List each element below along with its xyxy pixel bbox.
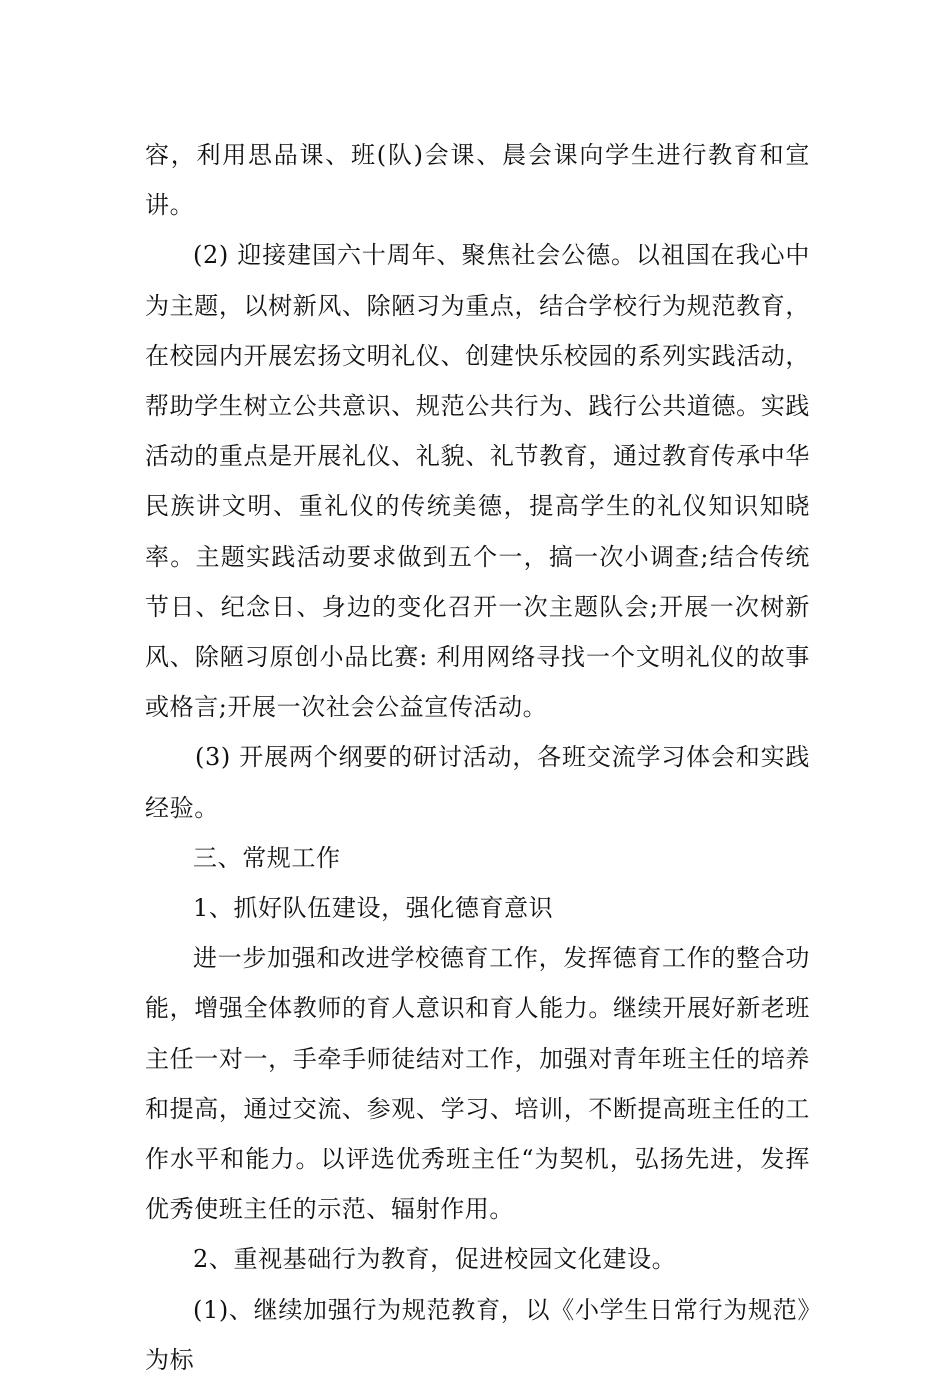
paragraph-item-2: (2) 迎接建国六十周年、聚焦社会公德。以祖国在我心中为主题，以树新风、除陋习为重点，结合学校行为规范教育，在校园内开展宏扬文明礼仪、创建快乐校园的系列实践活动，帮助学生树立公共意识、规范公共行为、践行公共道德。实践活动的重点是开展礼仪、礼貌、礼节教育，通过教育传承中华民族讲文明、重礼仪的传统美德，提高学生的礼仪知识知晓率。主题实践活动要求做到五个一，搞一次小调查;结合传统节日、纪念日、身边的变化召开一次主题队会;开展一次树新风、除陋习原创小品比赛: 利用网络寻找一个文明礼仪的故事或格言;开展一次社会公益宣传活动。 (145, 241, 810, 722)
subheading-behavior-education: 2、重视基础行为教育，促进校园文化建设。 (193, 1245, 677, 1274)
paragraph-team-building: 进一步加强和改进学校德育工作，发挥德育工作的整合功能，增强全体教师的育人意识和育人能力。继续开展好新老班主任一对一，手牵手师徒结对工作，加强对青年班主任的培养和提高，通过交流、参观、学习、培训，不断提高班主任的工作水平和能力。以评选优秀班主任“为契机，弘扬先进，发挥优秀使班主任的示范、辐射作用。 (145, 944, 810, 1224)
document-body (145, 130, 810, 1385)
subheading-team-building: 1、抓好队伍建设，强化德育意识 (193, 894, 554, 923)
section-heading-routine-work: 三、常规工作 (193, 843, 341, 872)
paragraph-continuation: 容，利用思品课、班(队)会课、晨会课向学生进行教育和宣讲。 (145, 141, 810, 220)
paragraph-behavior-norms: (1)、继续加强行为规范教育，以《小学生日常行为规范》为标 (145, 1295, 810, 1374)
paragraph-item-3: (3) 开展两个纲要的研讨活动，各班交流学习体会和实践经验。 (145, 743, 810, 822)
